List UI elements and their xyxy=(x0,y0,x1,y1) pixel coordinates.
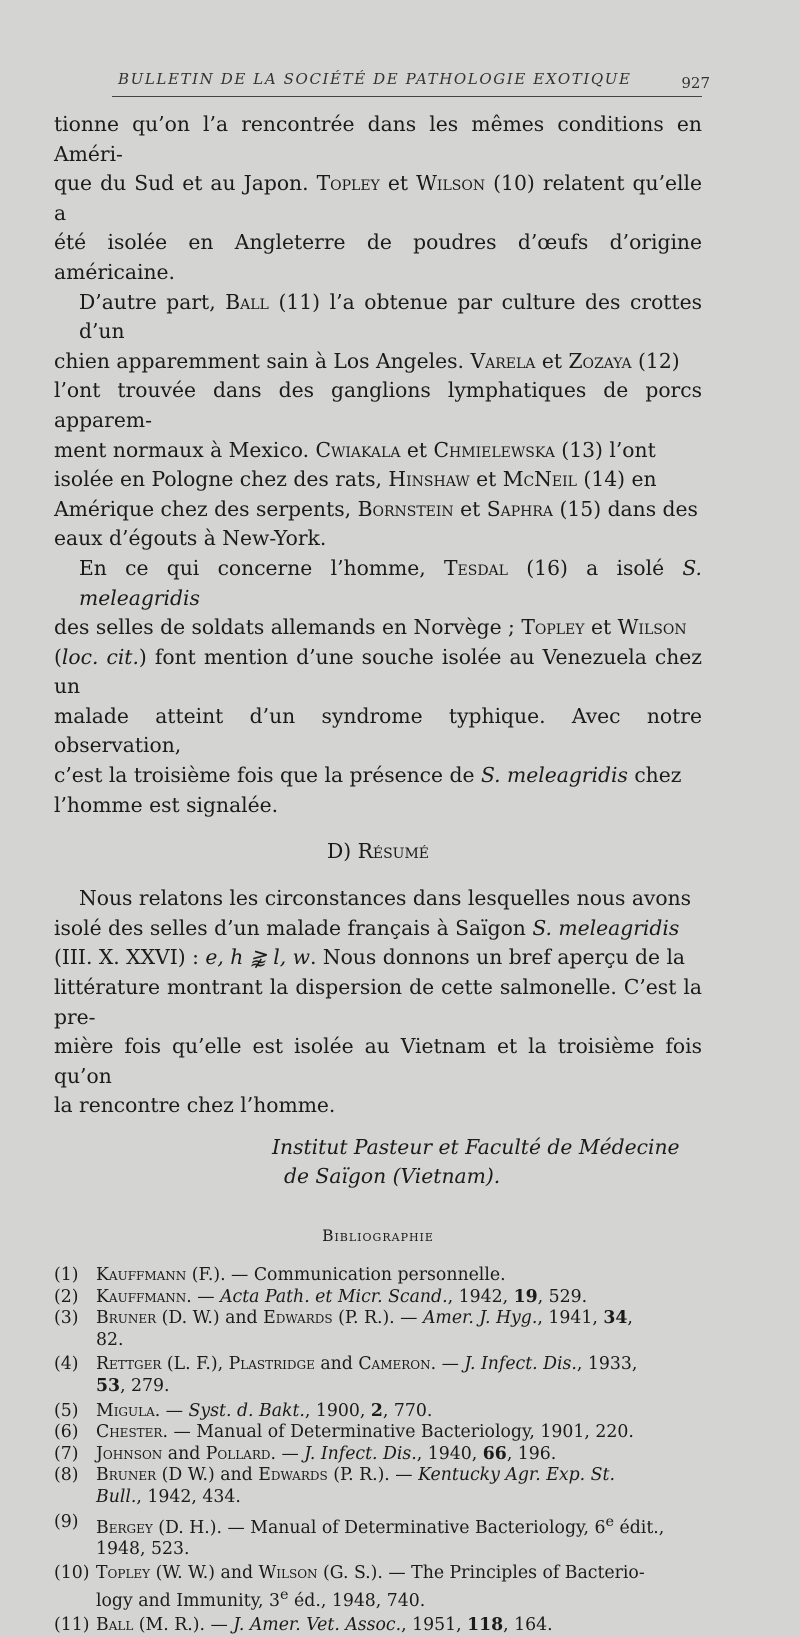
reference-number: (9) xyxy=(54,1511,79,1532)
affiliation-line: de Saïgon (Vietnam). xyxy=(284,1164,501,1188)
author-name: Wilson xyxy=(416,171,486,196)
reference-number: (10) xyxy=(54,1563,90,1584)
summary-paragraph xyxy=(54,884,702,1121)
line: l’homme est signalée. xyxy=(54,792,279,817)
line: isolée en Pologne chez des rats, Hinshaw et McNeil (14) en xyxy=(54,467,657,492)
reference-item: (7) Johnson and Pollard. — J. Infect. Dis., 1940, 66, 196. xyxy=(54,1443,557,1464)
reference-item: (11) Ball (M. R.). — J. Amer. Vet. Assoc., 1951, 118, 164. xyxy=(54,1615,553,1636)
line: que du Sud et au Japon. Topley et Wilson (10) relatent qu’elle a xyxy=(54,171,702,225)
author-name: Tesdal xyxy=(443,555,508,580)
section-heading: D) Résumé xyxy=(326,839,430,864)
line: Nous relatons les circonstances dans lesquelles nous avons xyxy=(79,886,692,911)
author-name: Hinshaw xyxy=(388,467,470,492)
line: D’autre part, Ball (11) l’a obtenue par culture des crottes d’un xyxy=(79,289,703,344)
species-name: S. meleagridis xyxy=(532,915,680,940)
reference-number: (4) xyxy=(54,1354,79,1375)
line: des selles de soldats allemands en Norvège ; Topley et Wilson xyxy=(54,615,687,640)
author-name: Wilson xyxy=(617,615,687,640)
reference-item: (10) Topley (W. W.) and Wilson (G. S.). — The Principles of Bacterio- logy and Immunity, 3e éd., 1948, 740. xyxy=(54,1563,645,1611)
line: isolé des selles d’un malade français à Saïgon S. meleagridis xyxy=(54,915,680,940)
reference-item: (5) Migula. — Syst. d. Bakt., 1900, 2, 770. xyxy=(54,1400,433,1421)
reference-number: (5) xyxy=(54,1400,79,1421)
affiliation xyxy=(54,1133,702,1191)
line: Amérique chez des serpents, Bornstein et Saphra (15) dans des xyxy=(54,496,698,521)
line: été isolée en Angleterre de poudres d’œufs d’origine américaine. xyxy=(54,230,702,284)
line: la rencontre chez l’homme. xyxy=(54,1093,336,1118)
loc-cit: loc. cit. xyxy=(61,644,139,669)
reference-number: (11) xyxy=(54,1615,90,1636)
line: ment normaux à Mexico. Cwiakala et Chmielewska (13) l’ont xyxy=(54,437,656,462)
page-number: 927 xyxy=(681,74,710,92)
line: En ce qui concerne l’homme, Tesdal (16) a isolé S. meleagridis xyxy=(79,555,703,610)
paragraph-1 xyxy=(54,110,702,288)
line: l’ont trouvée dans des ganglions lymphatiques de porcs apparem- xyxy=(54,378,702,432)
antigenic-formula: e, h ⪊ l, w xyxy=(205,945,310,970)
line: eaux d’égouts à New-York. xyxy=(54,526,327,551)
author-name: Varela xyxy=(470,348,536,373)
author-name: Ball xyxy=(225,289,269,314)
line: chien apparemment sain à Los Angeles. Varela et Zozaya (12) xyxy=(54,348,680,373)
reference-item: (3) Bruner (D. W.) and Edwards (P. R.). — Amer. J. Hyg., 1941, 34, 82. xyxy=(54,1308,633,1350)
reference-item: (2) Kauffmann. — Acta Path. et Micr. Scand., 1942, 19, 529. xyxy=(54,1286,588,1307)
bibliography-list xyxy=(54,1265,702,1637)
reference-item: (9) Bergey (D. H.). — Manual of Determinative Bacteriology, 6e édit., 1948, 523. xyxy=(54,1511,665,1559)
species-name: S. meleagridis xyxy=(480,763,628,788)
reference-number: (2) xyxy=(54,1286,79,1307)
paragraph-3 xyxy=(54,554,702,820)
author-name: Topley xyxy=(316,171,380,196)
author-name: Saphra xyxy=(486,496,554,521)
reference-number: (7) xyxy=(54,1443,79,1464)
reference-item: (4) Rettger (L. F.), Plastridge and Cameron. — J. Infect. Dis., 1933, 53, 279. xyxy=(54,1354,638,1396)
line: c’est la troisième fois que la présence de S. meleagridis chez xyxy=(54,763,682,788)
line: (III. X. XXVI) : e, h ⪊ l, w. Nous donnons un bref aperçu de la xyxy=(54,945,686,970)
header-rule xyxy=(112,96,702,97)
bibliography-title: Bibliographie xyxy=(322,1227,434,1245)
species-name: S. meleagridis xyxy=(79,555,703,610)
line: tionne qu’on l’a rencontrée dans les mêmes conditions en Améri- xyxy=(54,112,702,166)
reference-item: (6) Chester. — Manual of Determinative Bacteriology, 1901, 220. xyxy=(54,1422,634,1443)
author-name: Topley xyxy=(521,615,585,640)
article-body xyxy=(54,110,702,1637)
author-name: Cwiakala xyxy=(315,437,401,462)
line: littérature montrant la dispersion de cette salmonelle. C’est la pre- xyxy=(54,975,702,1029)
line: malade atteint d’un syndrome typhique. Avec notre observation, xyxy=(54,703,702,758)
section-title: Résumé xyxy=(357,839,430,864)
author-name: Chmielewska xyxy=(433,437,555,462)
reference-number: (6) xyxy=(54,1422,79,1443)
reference-number: (3) xyxy=(54,1308,79,1329)
running-title: BULLETIN DE LA SOCIÉTÉ DE PATHOLOGIE EXOTIQUE xyxy=(118,70,632,88)
running-header xyxy=(112,66,710,100)
line: mière fois qu’elle est isolée au Vietnam et la troisième fois qu’on xyxy=(54,1034,702,1088)
paragraph-2 xyxy=(54,288,702,554)
reference-number: (1) xyxy=(54,1265,79,1285)
reference-item: (8) Bruner (D W.) and Edwards (P. R.). — Kentucky Agr. Exp. St. Bull., 1942, 434. xyxy=(54,1465,615,1507)
author-name: Zozaya xyxy=(568,348,632,373)
reference-item: (1) Kauffmann (F.). — Communication personnelle. xyxy=(54,1265,506,1285)
line: (loc. cit.) font mention d’une souche isolée au Venezuela chez un xyxy=(54,644,702,699)
author-name: Bornstein xyxy=(357,496,454,521)
author-name: McNeil xyxy=(502,467,577,492)
affiliation-line: Institut Pasteur et Faculté de Médecine xyxy=(272,1135,680,1159)
reference-number: (8) xyxy=(54,1465,79,1486)
